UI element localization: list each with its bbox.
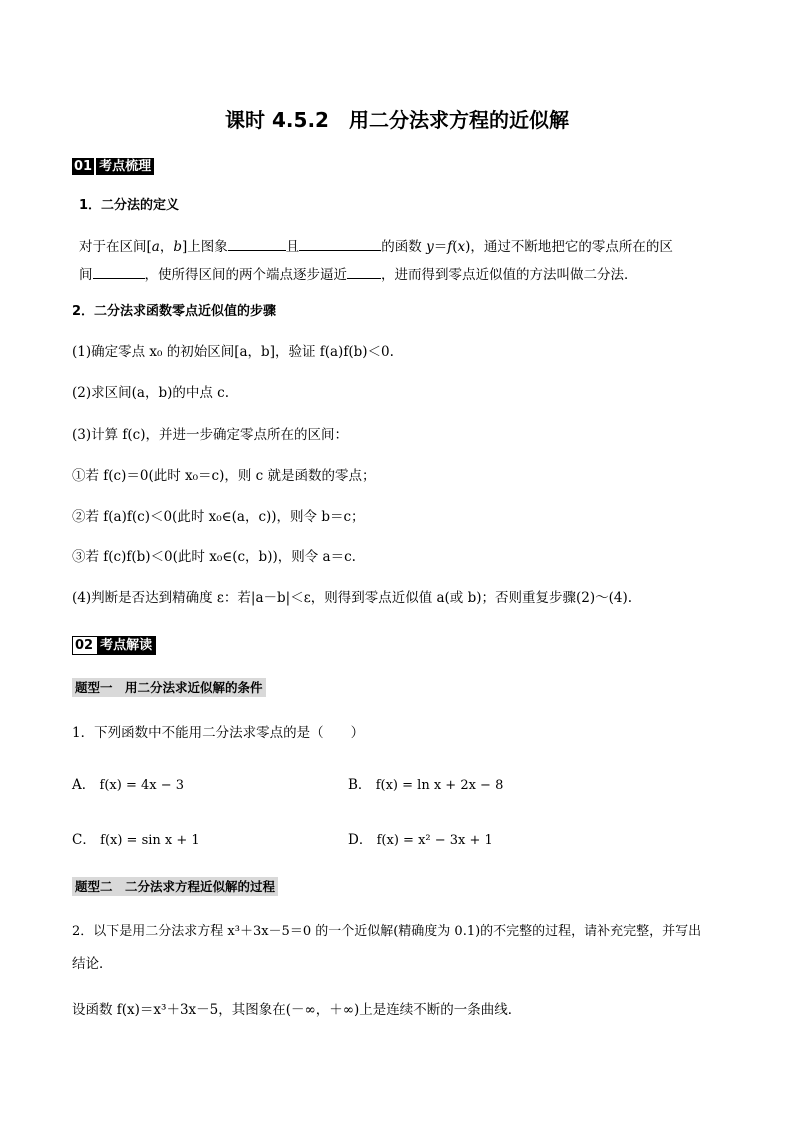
option-label: C． bbox=[72, 832, 96, 848]
heading-steps: 2．二分法求函数零点近似值的步骤 bbox=[72, 304, 277, 319]
var-y: y bbox=[426, 239, 434, 255]
question-2-line-2: 结论． bbox=[72, 956, 113, 972]
formula: sin x + 1 bbox=[141, 833, 200, 848]
section-label: 考点梳理 bbox=[96, 158, 154, 175]
def-text: 对于在区间[ bbox=[79, 239, 152, 255]
step-2: (2)求区间(a，b)的中点 c. bbox=[72, 385, 229, 401]
option-a bbox=[72, 773, 184, 793]
var-a: a bbox=[151, 239, 160, 255]
var-x: x bbox=[457, 239, 466, 255]
step-3: (3)计算 f(c)，并进一步确定零点所在的区间： bbox=[72, 427, 349, 443]
option-label: D． bbox=[348, 832, 373, 848]
formula: 4x − 3 bbox=[141, 778, 185, 793]
case-3: ③若 f(c)f(b)＜0(此时 x₀∈(c，b))，则令 a＝c. bbox=[72, 549, 356, 565]
def-text: ，通过不断地把它的零点所在的区 bbox=[470, 239, 673, 255]
case-1: ①若 f(c)＝0(此时 x₀＝c)，则 c 就是函数的零点； bbox=[72, 468, 376, 484]
option-c bbox=[72, 828, 200, 848]
definition-line-2 bbox=[79, 264, 638, 284]
formula-prefix: f(x) = bbox=[99, 778, 141, 793]
var-b: b bbox=[173, 239, 182, 255]
step-1: (1)确定零点 x₀ 的初始区间[a，b]，验证 f(a)f(b)＜0. bbox=[72, 344, 394, 360]
definition-line-1: 对于在区间[a，b]上图象 且 的函数 y＝f(x)，通过不断地把它的零点所在的区 bbox=[79, 236, 673, 256]
page-title: 课时 4.5.2 用二分法求方程的近似解 bbox=[225, 108, 569, 132]
option-d bbox=[348, 828, 493, 848]
formula: x² − 3x + 1 bbox=[418, 833, 493, 848]
question-2-line-3: 设函数 f(x)＝x³＋3x－5，其图象在(－∞，＋∞)上是连续不断的一条曲线． bbox=[72, 1002, 522, 1018]
def-text: ]上图象 bbox=[182, 239, 228, 255]
def-text: 的函数 bbox=[381, 239, 427, 255]
def-eq: ＝ bbox=[433, 239, 448, 255]
option-b bbox=[348, 773, 503, 793]
var-f: f bbox=[447, 239, 453, 255]
question-type-1: 题型一 用二分法求近似解的条件 bbox=[72, 678, 266, 697]
step-4: (4)判断是否达到精确度 ε：若|a－b|＜ε，则得到零点近似值 a(或 b)；否则重复步骤(2)～(4). bbox=[72, 590, 633, 606]
formula-prefix: f(x) = bbox=[376, 833, 419, 848]
formula-prefix: f(x) = bbox=[100, 833, 142, 848]
question-type-2: 题型二 二分法求方程近似解的过程 bbox=[72, 877, 278, 896]
def-text: 且 bbox=[285, 239, 300, 255]
heading-definition: 1．二分法的定义 bbox=[79, 198, 180, 213]
fill-blank bbox=[228, 236, 286, 251]
formula-prefix: f(x) = bbox=[375, 778, 418, 793]
question-1: 1．下列函数中不能用二分法求零点的是（ ） bbox=[72, 725, 365, 741]
fill-blank bbox=[93, 264, 145, 279]
section-header-1 bbox=[72, 158, 154, 175]
option-label: B． bbox=[348, 777, 372, 793]
fill-blank bbox=[347, 264, 381, 279]
case-2: ②若 f(a)f(c)＜0(此时 x₀∈(a，c))，则令 b＝c； bbox=[72, 509, 365, 525]
def-text: ，进而得到零点近似值的方法叫做二分法． bbox=[381, 267, 638, 283]
def-comma: ， bbox=[159, 239, 174, 255]
formula: ln x + 2x − 8 bbox=[417, 778, 504, 793]
def-text: ，使所得区间的两个端点逐步逼近 bbox=[144, 267, 347, 283]
option-label: A． bbox=[72, 777, 96, 793]
section-label: 考点解读 bbox=[97, 637, 155, 654]
fill-blank bbox=[299, 236, 381, 251]
section-number: 01 bbox=[74, 159, 93, 174]
section-header-2 bbox=[72, 636, 156, 655]
question-2-line-1: 2．以下是用二分法求方程 x³＋3x－5＝0 的一个近似解(精确度为 0.1)的不完整的过程，请补充完整，并写出 bbox=[72, 924, 702, 939]
def-text: 间 bbox=[79, 267, 93, 283]
section-number: 02 bbox=[75, 638, 94, 653]
